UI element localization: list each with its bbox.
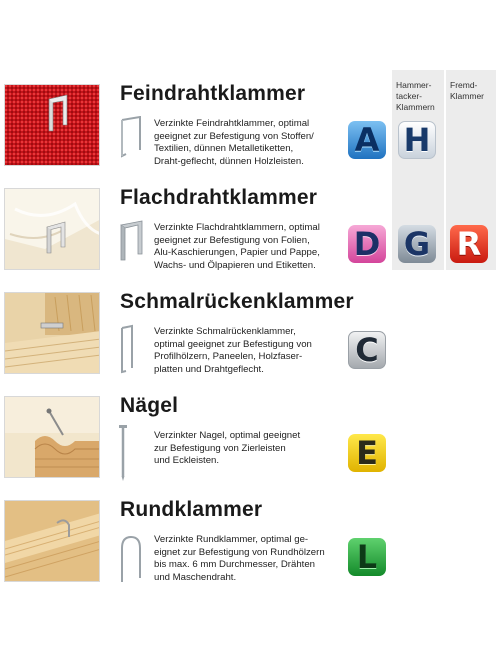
code-tile-c: C — [348, 331, 386, 369]
fine-wire-staple-icon — [118, 116, 146, 158]
nail-icon — [118, 424, 128, 482]
round-wood-photo-image — [5, 501, 100, 582]
fremd-column-header: Fremd- Klammer — [450, 80, 485, 101]
foil-photo-image — [5, 189, 100, 270]
foil-photo — [4, 188, 100, 270]
item-title: Feindrahtklammer — [120, 82, 306, 105]
round-staple-icon — [118, 534, 144, 586]
item-title: Nägel — [120, 394, 179, 417]
item-title: Rundklammer — [120, 498, 263, 521]
hammer-code-tile-h: H — [398, 121, 436, 159]
code-tile-d: D — [348, 225, 386, 263]
item-description: Verzinkte Feindrahtklammer, optimal geeignet zur Befestigung von Stoffen/ Textilien, dünnen Metalletiketten, Draht-geflecht, dünnen Holzleisten. — [154, 118, 314, 167]
fremd-code-tile-r: R — [450, 225, 488, 263]
nail-photo — [4, 396, 100, 478]
item-description: Verzinkter Nagel, optimal geeignet zur Befestigung von Zierleisten und Eckleisten. — [154, 430, 301, 467]
item-description: Verzinkte Flachdrahtklammern, optimal geeignet zur Befestigung von Folien, Alu-Kaschierungen, Papier und Pappe, Wachs- und Ölpapieren und Etiketten. — [154, 222, 320, 271]
code-tile-e: E — [348, 434, 386, 472]
code-tile-a: A — [348, 121, 386, 159]
wood-profile-photo — [4, 292, 100, 374]
item-description: Verzinkte Rundklammer, optimal ge- eignet zur Befestigung von Rundhölzern bis max. 6 mm Durchmesser, Drähten und Maschendraht. — [154, 534, 325, 583]
narrow-crown-staple-icon — [118, 324, 140, 374]
round-wood-photo — [4, 500, 100, 582]
item-title: Flachdrahtklammer — [120, 186, 318, 209]
nail-photo-image — [5, 397, 100, 478]
flat-wire-staple-icon — [118, 220, 148, 262]
wood-profile-photo-image — [5, 293, 100, 374]
item-title: Schmalrückenklammer — [120, 290, 354, 313]
hammer-column-header: Hammer- tacker- Klammern — [396, 80, 435, 112]
fabric-photo — [4, 84, 100, 166]
code-tile-l: L — [348, 538, 386, 576]
fabric-photo-image — [5, 85, 100, 166]
hammer-code-tile-g: G — [398, 225, 436, 263]
item-description: Verzinkte Schmalrückenklammer, optimal geeignet zur Befestigung von Profilhölzern, Paneelen, Holzfaser- platten und Drahtgeflecht. — [154, 326, 312, 375]
